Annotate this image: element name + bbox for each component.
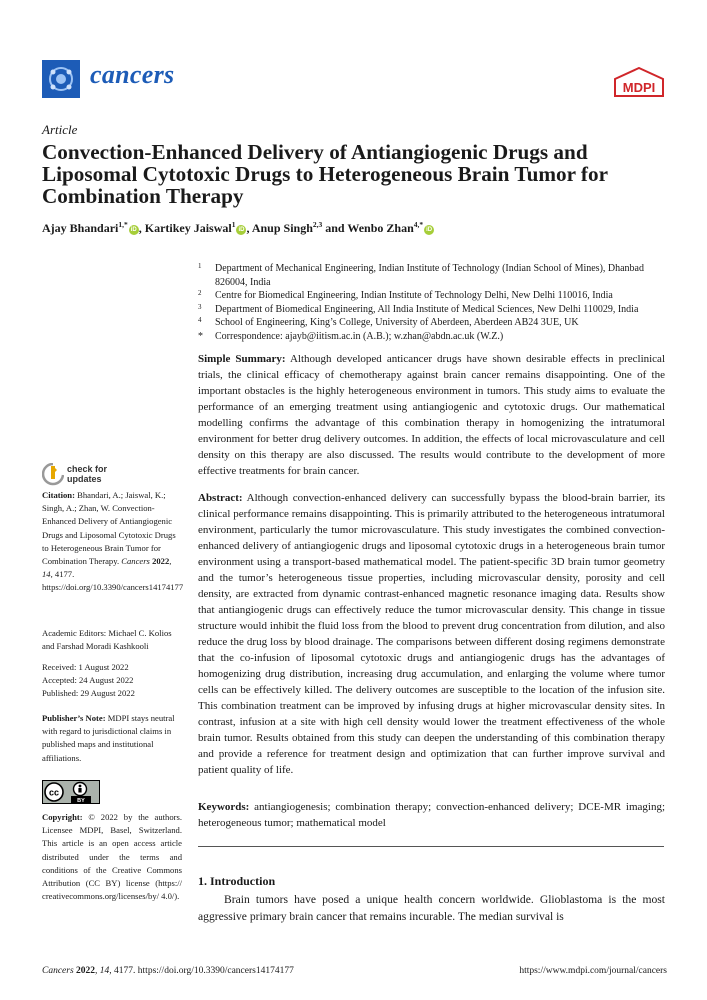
keywords-label: Keywords:	[198, 801, 250, 813]
citation-journal: Cancers	[121, 556, 150, 567]
by-icon: BY	[77, 798, 85, 804]
affiliation-item: 2 Centre for Biomedical Engineering, Indian Institute of Technology Delhi, New Delhi 110016, India	[198, 289, 613, 302]
footer-doi[interactable]: , 4177. https://doi.org/10.3390/cancers14174177	[109, 966, 294, 976]
check-for-updates-badge[interactable]	[42, 462, 122, 488]
accepted-date: Accepted: 24 August 2022	[42, 675, 134, 686]
footer-journal: Cancers	[42, 966, 74, 976]
citation-doi[interactable]: , 4177. https://doi.org/10.3390/cancers14174177	[42, 569, 184, 593]
author-affil-sup: 2,3	[312, 220, 323, 229]
received-date: Received: 1 August 2022	[42, 662, 129, 672]
citation-text: Bhandari, A.; Jaiswal, K.; Singh, A.; Zhan, W. Convection-Enhanced Delivery of Antiangiogenic Drugs and Liposomal Cytotoxic Drugs to Heterogeneous Brain Tumor for Combination Therapy.	[42, 490, 176, 567]
published-date: Published: 29 August 2022	[42, 688, 135, 699]
author-affil-sup: 4,*	[413, 220, 424, 229]
publisher-note-text: MDPI stays neutral with regard to jurisdictional claims in published maps and institutional affiliations.	[42, 713, 175, 763]
keywords-text: antiangiogenesis; combination therapy; convection-enhanced delivery; DCE-MR imaging; heterogeneous tumor; mathematical model	[198, 801, 666, 829]
check-updates-icon	[42, 463, 64, 487]
citation-label: Citation:	[42, 490, 75, 500]
footer-volume: 14	[99, 966, 110, 976]
article-title: Convection-Enhanced Delivery of Antiangiogenic Drugs and Liposomal Cytotoxic Drugs to Heterogeneous Brain Tumor for Combination Therapy	[42, 140, 608, 208]
author-list: Ajay Bhandari$^{1,*}$iD , Kartikey Jaiswal$^1$iD , Anup Singh$^{2,3}$ and Wenbo Zhan$^{4,*}$iD	[42, 220, 433, 235]
abstract-label: Abstract:	[198, 492, 243, 504]
introduction-text: Brain tumors have posed a unique health concern worldwide. Glioblastoma is the most aggressive primary brain cancer that remains incurable. The median survival is	[198, 893, 665, 923]
article-type: Article	[42, 122, 78, 137]
mdpi-logo-text: MDPI	[622, 80, 656, 95]
section-divider	[198, 846, 664, 847]
cancers-logo-icon	[42, 60, 80, 98]
author-name: Ajay Bhandari	[42, 221, 119, 235]
author-affil-sup: 1	[231, 220, 236, 229]
publisher-note	[42, 712, 184, 765]
citation-block: Citation: Bhandari, A.; Jaiswal, K.; Singh, A.; Zhan, W. Convection-Enhanced Delivery of Antiangiogenic Drugs and Liposomal Cytotoxic Drugs to Heterogeneous Brain Tumor for Combination Therapy. Cancers 2022, 14, 4177. https://doi.org/10.3390/cancers14174177	[42, 490, 184, 593]
copyright-label: Copyright:	[42, 812, 83, 822]
keywords	[198, 799, 665, 831]
check-updates-line2: updates	[67, 474, 102, 484]
check-updates-line1: check for	[67, 464, 108, 474]
orcid-icon[interactable]: iD	[130, 227, 137, 233]
simple-summary-text: Although developed anticancer drugs have shown desirable effects in preclinical trials, the clinical efficacy of chemotherapy against brain cancer remains disappointing. One of the important obstacles is the highly heterogeneous environment in tumors. This study aims to evaluate the performance of an emerging treatment using antiangiogenic and cytotoxic drugs. Our mathematical modelling confirms the advantage of this combination therapy in homogenizing the intratumoral environment for better drug delivery outcomes. In addition, the effects of local microvasculature and cell density on this therapy are also discussed. The results would contribute to the development of more effective treatments for brain cancer.	[198, 353, 665, 477]
footer-citation: Cancers 2022, 14, 4177. https://doi.org/10.3390/cancers14174177	[42, 966, 294, 976]
copyright-text: © 2022 by the authors. Licensee MDPI, Basel, Switzerland. This article is an open access article distributed under the terms and conditions of the Creative Commons Attribution (CC BY) license (https:// creativecommons.org/licenses/by/ 4.0/).	[42, 812, 182, 902]
correspondence: * Correspondence: ajayb@iitism.ac.in (A.B.); w.zhan@abdn.ac.uk (W.Z.)	[198, 330, 504, 342]
footer-year: 2022	[76, 966, 96, 976]
affiliations	[198, 262, 668, 344]
author-name: Wenbo Zhan	[347, 221, 414, 235]
affiliation-item: 1 Department of Mechanical Engineering, Indian Institute of Technology (Indian School of Mines), Dhanbad 826004, India	[198, 262, 644, 288]
author-name: Kartikey Jaiswal	[144, 221, 232, 235]
author-affil-sup: 1,*	[118, 220, 128, 229]
citation-volume: 14	[42, 569, 51, 580]
academic-editors: Academic Editors: Michael C. Kolios and Farshad Moradi Kashkooli	[42, 628, 172, 652]
simple-summary	[198, 351, 665, 479]
affiliation-item: 4 School of Engineering, King’s College, University of Aberdeen, Aberdeen AB24 3UE, UK	[198, 316, 579, 329]
cc-by-license-badge[interactable]	[42, 780, 100, 804]
publication-dates	[42, 661, 184, 701]
simple-summary-label: Simple Summary:	[198, 353, 286, 365]
orcid-icon[interactable]: iD	[426, 227, 433, 233]
orcid-icon[interactable]: iD	[238, 227, 245, 233]
abstract	[198, 490, 665, 778]
footer-journal-url[interactable]: https://www.mdpi.com/journal/cancers	[519, 966, 667, 976]
abstract-text: Although convection-enhanced delivery can successfully bypass the blood-brain barrier, its clinical performance remains disappointing. This is primarily attributed to the heterogeneous intratumoral environment, particularly the tumor microvasculature. This study investigates the combined convection-enhanced delivery of antiangiogenic drugs and liposomal cytotoxic drugs in a heterogeneous brain tumor environment using a transport-based mathematical model. The patient-specific 3D brain tumor geometry and the tumor’s heterogeneous tissue properties, including microvascular density, porosity and cell density, are extracted from dynamic contrast-enhanced magnetic resonance imaging data. Results show that antiangiogenic drugs can effectively reduce the tumor microvascular density. This change in tissue structure would inhibit the fluid loss from the blood to prevent drug concentration from dilution, and also reduce the drug loss by blood drainage. The comparisons between different dosing regimens demonstrate that the co-infusion of liposomal cytotoxic drugs and antiangiogenic drugs has the advantages of homogenizing drug distribution, increasing drug accumulation, and enlarging the volume where tumor cells can be effectively killed. The delivery outcomes are susceptible to the location of the infusion site. This combination treatment can be improved by infusing drugs at higher microvascular density sites. In contrast, infusion at a site with high cell density would lower the treatment effectiveness of the whole brain tumor. Results obtained from this study can deepen the understanding of this combination therapy and provide a reference for treatment design and optimization that can further improve survival and patient quality of life.	[198, 492, 665, 776]
journal-name: cancers	[90, 60, 175, 89]
mdpi-logo[interactable]	[612, 67, 666, 97]
affiliation-item: 3 Department of Biomedical Engineering, All India Institute of Medical Sciences, New Delhi 110029, India	[198, 302, 639, 315]
citation-year: 2022	[152, 556, 170, 567]
author-name: Anup Singh	[251, 221, 313, 235]
cc-icon: cc	[48, 787, 60, 798]
copyright-notice	[42, 811, 182, 903]
section-heading-introduction: 1. Introduction	[198, 874, 276, 888]
publisher-note-label: Publisher’s Note:	[42, 713, 106, 723]
